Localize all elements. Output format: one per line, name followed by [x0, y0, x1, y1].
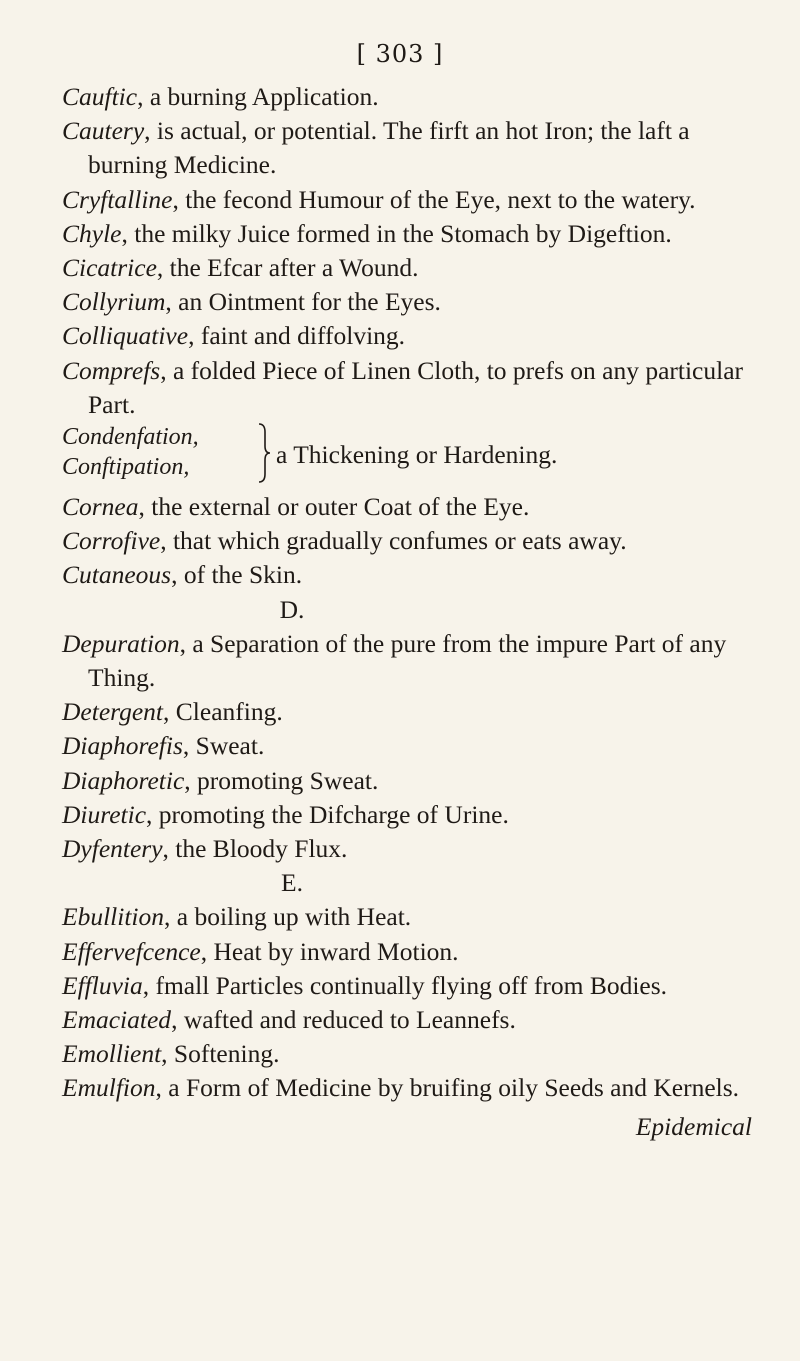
glossary-entry	[62, 251, 762, 285]
entry-term: Diaphoretic	[62, 765, 185, 795]
entry-definition: , promoting the Difcharge of Urine.	[146, 799, 509, 829]
entry-term: Corrofive	[62, 526, 161, 556]
bracket-definition: a Thickening or Hardening.	[276, 440, 558, 470]
entry-definition: , the Bloody Flux.	[162, 834, 348, 864]
entry-term: Ebullition	[62, 902, 164, 932]
entry-definition: , of the Skin.	[171, 560, 303, 590]
glossary-entry	[62, 114, 762, 182]
entry-definition: , promoting Sweat.	[184, 765, 379, 795]
bracket-term-2: Conftipation,	[62, 454, 190, 481]
entry-definition: , Heat by inward Motion.	[200, 936, 459, 966]
entry-definition: , is actual, or potential. The firft an hot Iron; the laft a burning Medicine.	[88, 116, 690, 180]
entry-term: Colliquative	[62, 321, 189, 351]
entry-term: Cutaneous	[62, 560, 172, 590]
entries-d-group	[62, 627, 762, 866]
entry-term: Cryftalline	[62, 184, 173, 214]
entry-definition: , a Separation of the pure from the impure Part of any Thing.	[88, 628, 727, 693]
entry-term: Cicatrice	[62, 253, 157, 283]
glossary-entry	[62, 80, 762, 114]
entry-term: Collyrium	[62, 287, 166, 317]
entry-term: Diuretic	[62, 799, 147, 829]
glossary-entry	[62, 354, 762, 422]
entries-c-group	[62, 80, 762, 422]
entry-definition: , Sweat.	[182, 731, 265, 761]
glossary-entry	[62, 969, 762, 1003]
entry-definition: , that which gradually confumes or eats away.	[160, 526, 627, 556]
entry-term: Emulfion	[62, 1073, 156, 1103]
entry-term: Cornea	[62, 492, 139, 522]
entry-definition: , an Ointment for the Eyes.	[165, 287, 441, 317]
glossary-entry	[62, 1037, 762, 1071]
entry-definition: , a folded Piece of Linen Cloth, to prefs on any particular Part.	[88, 355, 744, 419]
glossary-entry	[62, 524, 762, 558]
entry-definition: , the fecond Humour of the Eye, next to the watery.	[172, 184, 696, 214]
entry-definition: , a boiling up with Heat.	[164, 902, 412, 932]
entry-term: Effluvia	[62, 970, 143, 1000]
entry-term: Emollient	[62, 1039, 162, 1069]
entry-term: Effervefcence	[62, 936, 201, 966]
entry-term: Cautery	[62, 116, 145, 146]
glossary-entry	[62, 695, 762, 729]
entry-definition: , Softening.	[161, 1039, 280, 1069]
entries-e-group	[62, 900, 762, 1105]
glossary-entry	[62, 900, 762, 934]
entry-term: Chyle	[62, 218, 122, 248]
glossary-entry	[62, 627, 762, 695]
glossary-entry	[62, 1071, 762, 1105]
catchword: Epidemical	[635, 1111, 752, 1141]
glossary-entry	[62, 217, 762, 251]
entry-term: Depuration	[62, 628, 180, 658]
entry-definition: , a burning Application.	[137, 82, 379, 111]
bracket-term-1: Condenfation,	[62, 424, 199, 451]
glossary-entries	[62, 80, 762, 1144]
entry-term: Comprefs	[62, 355, 161, 385]
section-letter-e: E.	[281, 868, 303, 898]
glossary-entry	[62, 832, 762, 866]
glossary-entry	[62, 1003, 762, 1037]
entry-definition: , wafted and reduced to Leannefs.	[171, 1005, 516, 1035]
glossary-entry	[62, 490, 762, 524]
glossary-entry	[62, 183, 762, 217]
bracketed-entry	[62, 422, 762, 490]
entry-term: Detergent	[62, 697, 164, 727]
entry-definition: , Cleanfing.	[163, 697, 283, 727]
entry-term: Emaciated	[62, 1005, 172, 1035]
glossary-entry	[62, 285, 762, 319]
curly-bracket-icon	[257, 422, 271, 484]
bracket-terms	[62, 422, 199, 482]
entry-definition: , fmall Particles continually flying off from Bodies.	[142, 970, 668, 1000]
entries-c2-group	[62, 490, 762, 593]
entry-term: Diaphorefis	[62, 731, 183, 761]
glossary-entry	[62, 935, 762, 969]
entry-definition: , the Efcar after a Wound.	[156, 253, 419, 283]
glossary-entry	[62, 729, 762, 763]
entry-term: Cauftic	[62, 82, 138, 111]
glossary-entry	[62, 798, 762, 832]
section-letter-d: D.	[279, 594, 305, 624]
glossary-entry	[62, 558, 762, 592]
entry-definition: , the milky Juice formed in the Stomach by Digeftion.	[121, 218, 672, 248]
entry-definition: , a Form of Medicine by bruifing oily Seeds and Kernels.	[155, 1073, 740, 1103]
entry-definition: , the external or outer Coat of the Eye.	[138, 492, 530, 522]
glossary-entry	[62, 319, 762, 353]
glossary-entry	[62, 764, 762, 798]
entry-definition: , faint and diffolving.	[188, 321, 406, 351]
entry-term: Dyfentery	[62, 834, 163, 864]
page-number: [ 303 ]	[356, 40, 444, 68]
